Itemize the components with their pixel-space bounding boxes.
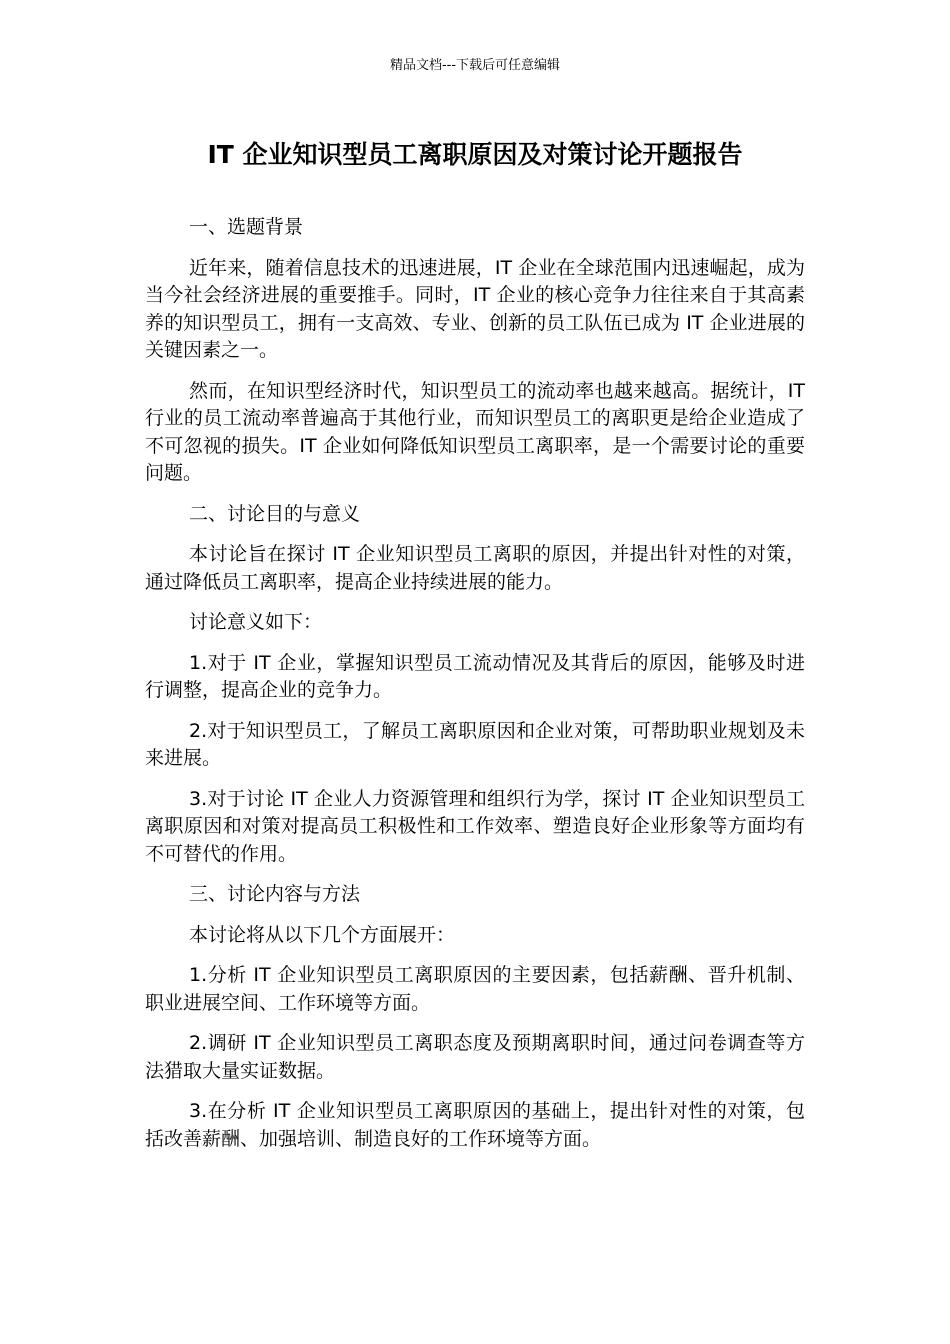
page-header: 精品文档---下载后可任意编辑 bbox=[389, 58, 561, 73]
section-heading-purpose: 二、讨论目的与意义 bbox=[189, 502, 361, 525]
list-item-significance-1: 1.对于 IT 企业，掌握知识型员工流动情况及其背后的原因，能够及时进行调整，提高企业的竞争力。 bbox=[145, 651, 805, 701]
list-item-content-2: 2.调研 IT 企业知识型员工离职态度及预期离职时间，通过问卷调查等方法猎取大量实证数据。 bbox=[145, 1032, 805, 1082]
document-body bbox=[145, 214, 805, 1166]
paragraph-background-2: 然而，在知识型经济时代，知识型员工的流动率也越来越高。据统计，IT 行业的员工流动率普遍高于其他行业，而知识型员工的离职更是给企业造成了不可忽视的损失。IT 企业如何降低知识型员工离职率，是一个需要讨论的重要问题。 bbox=[145, 379, 805, 484]
paragraph-background-1: 近年来，随着信息技术的迅速进展，IT 企业在全球范围内迅速崛起，成为当今社会经济进展的重要推手。同时，IT 企业的核心竞争力往往来自于其高素养的知识型员工，拥有一支高效、专业、创新的员工队伍已成为 IT 企业进展的关键因素之一。 bbox=[145, 256, 805, 361]
list-item-significance-2: 2.对于知识型员工，了解员工离职原因和企业对策，可帮助职业规划及未来进展。 bbox=[145, 719, 805, 769]
list-item-significance-3: 3.对于讨论 IT 企业人力资源管理和组织行为学，探讨 IT 企业知识型员工离职原因和对策对提高员工积极性和工作效率、塑造良好企业形象等方面均有不可替代的作用。 bbox=[145, 787, 805, 865]
paragraph-purpose: 本讨论旨在探讨 IT 企业知识型员工离职的原因，并提出针对性的对策，通过降低员工离职率，提高企业持续进展的能力。 bbox=[145, 543, 805, 593]
section-heading-content-methods: 三、讨论内容与方法 bbox=[189, 883, 361, 905]
list-item-content-3: 3.在分析 IT 企业知识型员工离职原因的基础上，提出针对性的对策，包括改善薪酬、加强培训、制造良好的工作环境等方面。 bbox=[145, 1100, 805, 1150]
document-title: IT 企业知识型员工离职原因及对策讨论开题报告 bbox=[207, 140, 743, 169]
paragraph-significance-intro: 讨论意义如下： bbox=[189, 611, 323, 633]
section-heading-background: 一、选题背景 bbox=[189, 216, 304, 238]
paragraph-content-intro: 本讨论将从以下几个方面展开： bbox=[189, 923, 456, 946]
list-item-content-1: 1.分析 IT 企业知识型员工离职原因的主要因素，包括薪酬、晋升机制、职业进展空间、工作环境等方面。 bbox=[145, 964, 805, 1014]
